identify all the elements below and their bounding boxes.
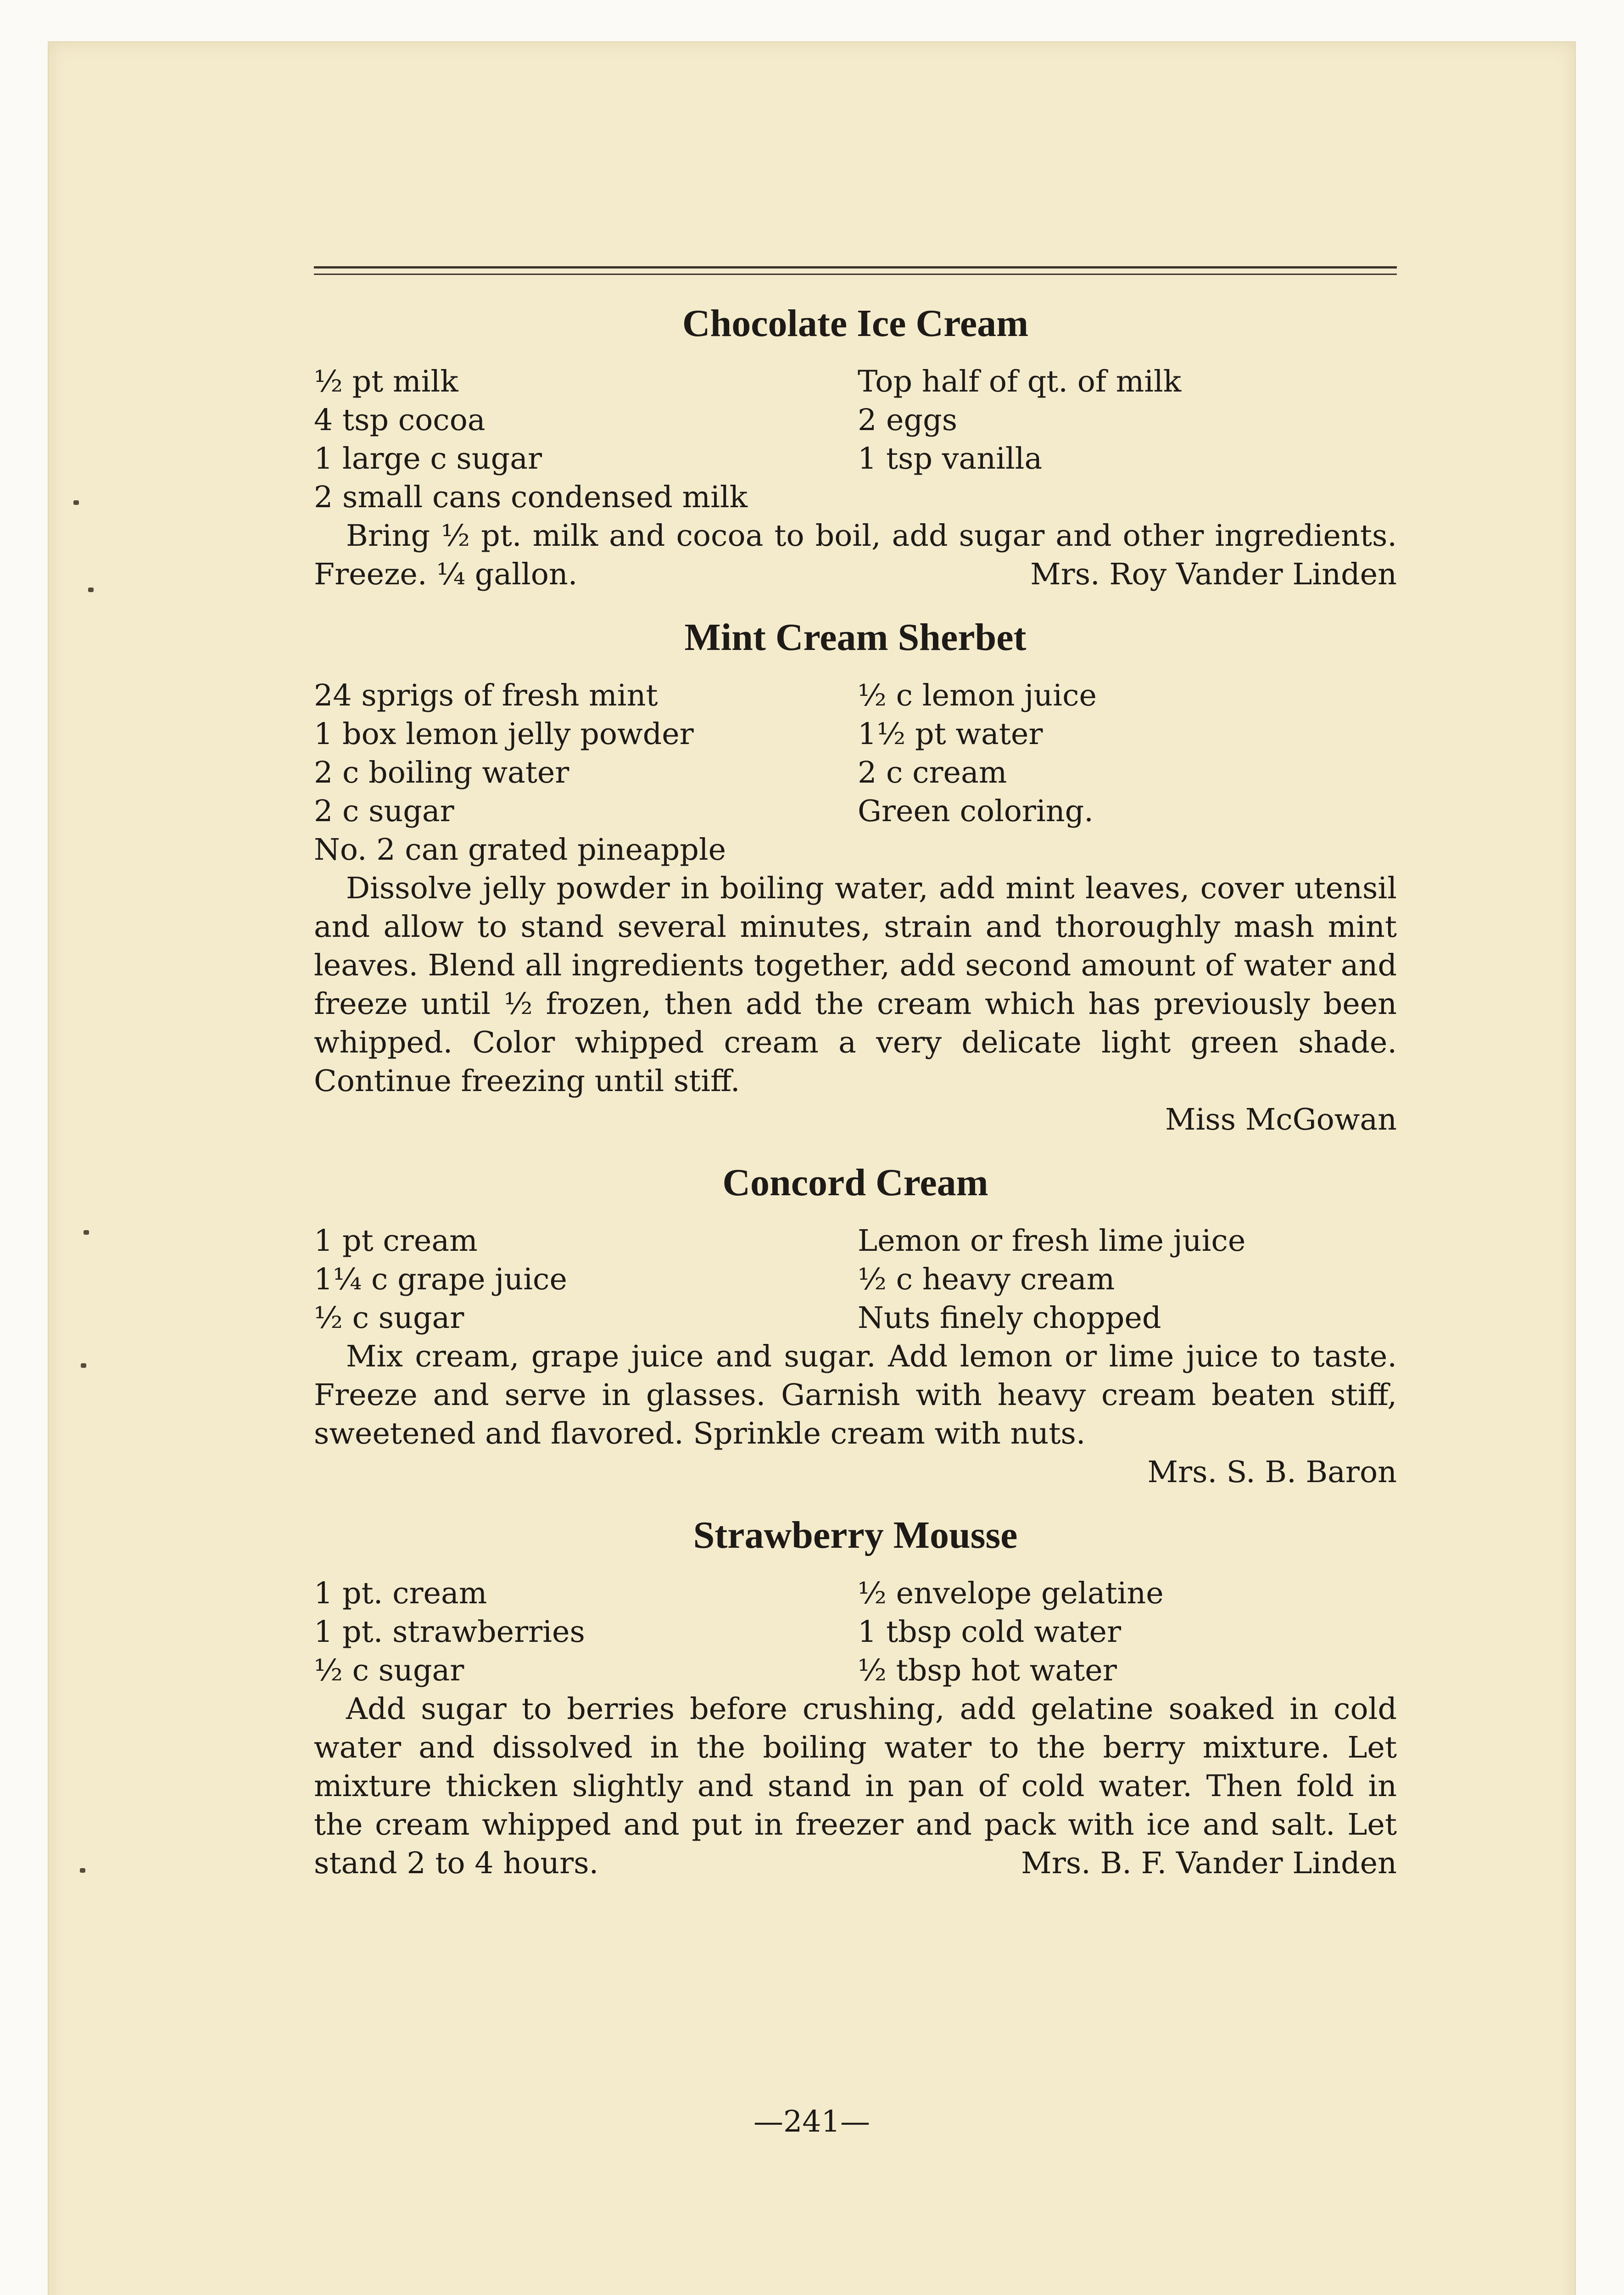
recipe-method (314, 1690, 1397, 1883)
ingredient: 1 pt. cream (314, 1576, 487, 1611)
ingredient-row (314, 363, 1397, 401)
ingredient: ½ c lemon juice (858, 678, 1097, 713)
spacer (314, 1492, 1397, 1510)
ingredient: 1½ pt water (858, 717, 1043, 751)
recipe-author: Mrs. S. B. Baron (1147, 1455, 1397, 1489)
margin-mark (81, 1363, 86, 1368)
method-text: Bring ½ pt. milk and cocoa to boil, add sugar and other ingredients. Freeze. ¼ gallon. (314, 519, 1397, 592)
ingredient: 1¼ c grape juice (314, 1262, 567, 1297)
ingredient: ½ pt milk (314, 364, 458, 399)
ingredient: ½ tbsp hot water (858, 1653, 1117, 1688)
recipe-chocolate-ice-cream (314, 298, 1397, 594)
ingredient: 1 tsp vanilla (858, 442, 1043, 476)
ingredient: ½ c sugar (314, 1653, 464, 1688)
ingredient-row (314, 754, 1397, 792)
ingredient: 2 c boiling water (314, 756, 569, 790)
ingredient: No. 2 can grated pineapple (314, 833, 726, 867)
ingredient: ½ c sugar (314, 1301, 464, 1335)
ingredient-list (314, 363, 1397, 517)
ingredient-row (314, 1574, 1397, 1613)
page-content (314, 298, 1397, 1883)
header-rule-thin (314, 274, 1397, 275)
ingredient-row (314, 401, 1397, 440)
ingredient: Lemon or fresh lime juice (858, 1224, 1246, 1258)
header-rule-thick (314, 266, 1397, 269)
ingredient: Green coloring. (858, 794, 1094, 828)
ingredient-list (314, 677, 1397, 869)
recipe-method (314, 517, 1397, 594)
margin-mark (80, 1868, 85, 1873)
ingredient: 1 pt cream (314, 1224, 478, 1258)
ingredient-list (314, 1574, 1397, 1690)
ingredient: 24 sprigs of fresh mint (314, 678, 658, 713)
margin-mark (73, 500, 79, 505)
ingredient: ½ c heavy cream (858, 1262, 1115, 1297)
recipe-method: Mix cream, grape juice and sugar. Add lemon or lime juice to taste. Freeze and serve in glasses. Garnish with heavy cream beaten stiff, sweetened and flavored. Sprinkle cream with nuts. (314, 1339, 1397, 1451)
recipe-author: Mrs. Roy Vander Linden (1030, 557, 1397, 592)
ingredient: Nuts finely chopped (858, 1301, 1161, 1335)
ingredient-row (314, 792, 1397, 831)
page-number: —241— (753, 2105, 871, 2139)
spacer (314, 1139, 1397, 1158)
spacer (314, 594, 1397, 612)
ingredient: 1 pt. strawberries (314, 1615, 585, 1649)
recipe-concord-cream (314, 1158, 1397, 1492)
ingredient: 1 large c sugar (314, 442, 542, 476)
ingredient: 2 c sugar (314, 794, 454, 828)
recipe-mint-cream-sherbet (314, 612, 1397, 1139)
method-text: Add sugar to berries before crushing, add gelatine soaked in cold water and dissolved in the boiling water to the berry mixture. Let mixture thicken slightly and stand in pan of cold water. Then fold in the cream whipped and put in freezer and pack with ice and salt. Let stand 2 to 4 hours. (314, 1692, 1397, 1881)
margin-mark (84, 1230, 89, 1235)
ingredient-row (314, 1260, 1397, 1299)
ingredient: 1 box lemon jelly powder (314, 717, 694, 751)
recipe-method: Dissolve jelly powder in boiling water, add mint leaves, cover utensil and allow to stand several minutes, strain and thoroughly mash mint leaves. Blend all ingredients together, add second amount of water and freeze until ½ frozen, then add the cream which has previously been whipped. Color whipped cream a very delicate light green shade. Continue freezing until stiff. (314, 871, 1397, 1098)
ingredient: Top half of qt. of milk (858, 364, 1182, 399)
ingredient: 2 c cream (858, 756, 1007, 790)
recipe-strawberry-mousse (314, 1510, 1397, 1883)
recipe-title: Concord Cream (722, 1161, 988, 1204)
ingredient-row (314, 715, 1397, 754)
ingredient-row (314, 677, 1397, 715)
ingredient-row (314, 1222, 1397, 1260)
ingredient: 1 tbsp cold water (858, 1615, 1122, 1649)
ingredient-row (314, 1299, 1397, 1338)
recipe-title: Mint Cream Sherbet (684, 616, 1027, 659)
ingredient-row (314, 1651, 1397, 1690)
ingredient-row (314, 1613, 1397, 1651)
recipe-author: Miss McGowan (1165, 1103, 1397, 1137)
ingredient: 2 small cans condensed milk (314, 480, 748, 515)
ingredient-list (314, 1222, 1397, 1338)
recipe-author: Mrs. B. F. Vander Linden (1021, 1846, 1397, 1881)
book-page (48, 41, 1576, 2295)
ingredient: 4 tsp cocoa (314, 403, 486, 437)
recipe-title: Strawberry Mousse (693, 1514, 1018, 1556)
ingredient: 2 eggs (858, 403, 958, 437)
ingredient: ½ envelope gelatine (858, 1576, 1164, 1611)
recipe-title: Chocolate Ice Cream (682, 302, 1029, 345)
ingredient-row (314, 440, 1397, 478)
margin-mark (88, 588, 94, 592)
